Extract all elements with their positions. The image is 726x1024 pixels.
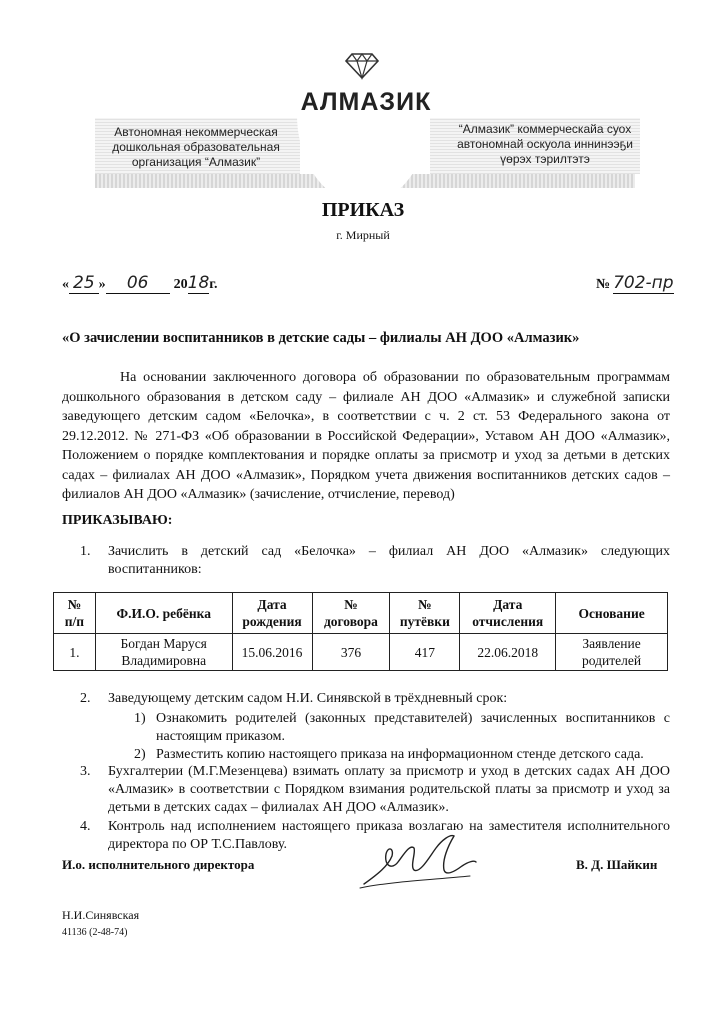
date-day: 25 — [69, 273, 99, 294]
city: г. Мирный — [336, 228, 390, 242]
col-header-basis: Основание — [556, 593, 668, 634]
document-title: ПРИКАЗ — [321, 199, 405, 221]
col-header-number: № п/п — [54, 593, 96, 634]
sub-list-item: 2) Разместить копию настоящего приказа на информационном стенде детского сада. — [134, 747, 644, 762]
cell-expulsion-date: 22.06.2018 — [460, 634, 556, 671]
executor-name: Н.И.Синявская — [62, 908, 140, 922]
org-name-left: Автономная некоммерческая дошкольная образовательная организация “Алмазик” — [112, 125, 280, 169]
logo-text: АЛМАЗИК — [300, 88, 432, 116]
order-number-value: 702-пр — [613, 273, 674, 293]
org-name-right: “Алмазик” коммерческайа суох автономнай оскуола иннинээҕи үөрэх тэрилтэтэ — [457, 122, 633, 166]
table-header-row — [54, 593, 668, 634]
date-month: 06 — [106, 273, 170, 294]
cell-voucher: 417 — [390, 634, 460, 671]
list-item: 4. Контроль над исполнением настоящего приказа возлагаю на заместителя исполнительного директора по ОР Т.С.Павлову. — [80, 819, 670, 852]
preamble-paragraph: На основании заключенного договора об образовании по образовательным программам дошкольного образования в детском саду – филиале АН ДОО «Алмазик» и служебной записки заведующего детским садом «Белочка», в соответствии с ч. 2 ст. 53 Федерального закона от 29.12.2012. № 271-ФЗ «Об образовании в Российской Федерации», Уставом АН ДОО «Алмазик», Положением о порядке комплектования и порядке оплаты за присмотр и уход за детьми в детских садах – филиалах АН ДОО «Алмазик», Порядком учета движения воспитанников детских садов – филиалов АН ДОО «Алмазик» (зачисление, отчисление, перевод) — [62, 370, 670, 502]
cell-basis: Заявление родителей — [556, 634, 668, 671]
pupils-table — [53, 592, 668, 671]
col-header-voucher: № путёвки — [390, 593, 460, 634]
order-date: « 25 » 06 2018г. — [62, 273, 218, 293]
table-row — [54, 634, 668, 671]
signer-position: И.о. исполнительного директора — [62, 857, 255, 872]
cell-name: Богдан Маруся Владимировна — [95, 634, 232, 671]
cell-contract: 376 — [312, 634, 390, 671]
order-number: № 702-пр — [596, 273, 674, 293]
col-header-expulsion-date: Дата отчисления — [460, 593, 556, 634]
diamond-icon — [344, 44, 380, 80]
col-header-birth-date: Дата рождения — [232, 593, 312, 634]
list-item: 1. Зачислить в детский сад «Белочка» – филиал АН ДОО «Алмазик» следующих воспитанников: — [80, 544, 670, 577]
col-header-name: Ф.И.О. ребёнка — [95, 593, 232, 634]
cell-birth-date: 15.06.2016 — [232, 634, 312, 671]
order-word: ПРИКАЗЫВАЮ: — [62, 513, 173, 528]
sub-list-item: 1) Ознакомить родителей (законных представителей) зачисленных воспитанников с настоящим приказом. — [134, 711, 670, 744]
signer-name: В. Д. Шайкин — [576, 857, 658, 872]
handwritten-signature — [358, 826, 478, 896]
col-header-contract: № договора — [312, 593, 390, 634]
date-year: 18 — [187, 273, 210, 293]
list-item: 2. Заведующему детским садом Н.И. Синявской в трёхдневный срок: — [80, 691, 508, 706]
cell-number: 1. — [54, 634, 96, 671]
executor-phone: 41136 (2-48-74) — [62, 927, 128, 938]
list-item: 3. Бухгалтерии (М.Г.Мезенцева) взимать оплату за присмотр и уход в детских садах АН ДОО «Алмазик» в соответствии с Порядком взимания родительской платы за присмотр и уход за детьми в детских садах – филиалах АН ДОО «Алмазик». — [80, 764, 670, 815]
order-subject: «О зачислении воспитанников в детские сады – филиалы АН ДОО «Алмазик» — [62, 330, 580, 346]
